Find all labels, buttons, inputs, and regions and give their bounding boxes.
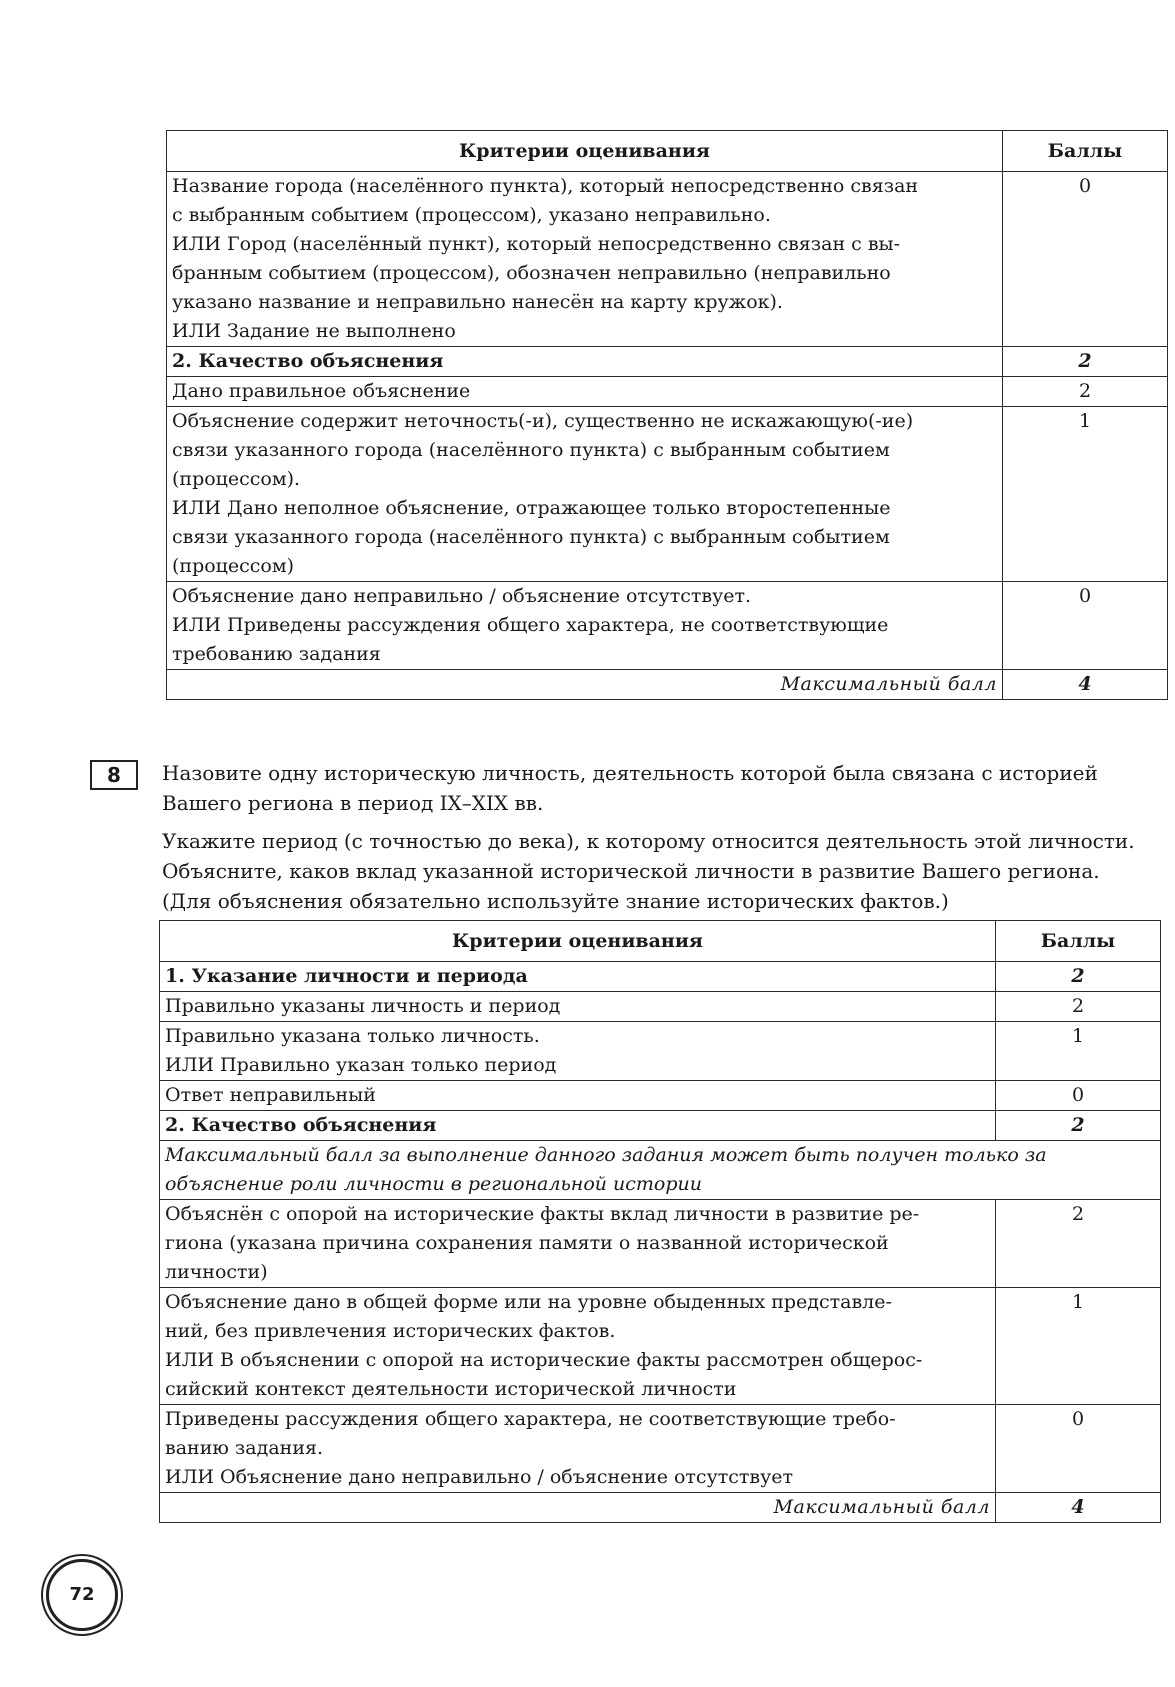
note-text (160, 1141, 1161, 1200)
table-row-section (160, 962, 1161, 992)
points-value: 1 (1003, 407, 1168, 582)
criteria-table-2 (159, 920, 1161, 1523)
header-points: Баллы (1003, 131, 1168, 172)
task-line: Вашего региона в период IX–XIX вв. (162, 791, 544, 815)
header-criteria: Критерии оценивания (167, 131, 1003, 172)
points-value: 2 (1003, 377, 1168, 407)
section-heading: 2. Качество объяснения (167, 347, 1003, 377)
table-row (160, 1200, 1161, 1288)
criterion-line: ИЛИ Город (населённый пункт), который непосредственно связан с вы- (172, 233, 901, 255)
criterion-line: ИЛИ Дано неполное объяснение, отражающее только второстепенные (172, 497, 891, 519)
table-row (160, 1081, 1161, 1111)
criterion-line: (процессом). (172, 468, 301, 490)
criterion-line: ИЛИ Правильно указан только период (165, 1054, 557, 1076)
criterion-text (160, 1288, 996, 1405)
criterion-text (160, 1022, 996, 1081)
header-points: Баллы (996, 921, 1161, 962)
criterion-line: с выбранным событием (процессом), указано неправильно. (172, 204, 771, 226)
criterion-line: Название города (населённого пункта), который непосредственно связан (172, 175, 919, 197)
note-line: объяснение роли личности в региональной истории (165, 1173, 703, 1195)
table-header-row (167, 131, 1168, 172)
header-criteria: Критерии оценивания (160, 921, 996, 962)
criterion-line: бранным событием (процессом), обозначен неправильно (неправильно (172, 262, 891, 284)
max-score-row (167, 670, 1168, 700)
criterion-text (160, 1405, 996, 1493)
criterion-line: требованию задания (172, 643, 381, 665)
criterion-line: связи указанного города (населённого пункта) с выбранным событием (172, 526, 890, 548)
points-value: 2 (996, 1200, 1161, 1288)
task-line: (Для объяснения обязательно используйте знание исторических фактов.) (162, 889, 949, 913)
criterion-line: указано название и неправильно нанесён на карту кружок). (172, 291, 783, 313)
points-value: 2 (996, 992, 1161, 1022)
points-value: 1 (996, 1022, 1161, 1081)
section-heading: 1. Указание личности и периода (160, 962, 996, 992)
max-score-value: 4 (996, 1493, 1161, 1523)
criterion-line: ИЛИ В объяснении с опорой на исторические факты рассмотрен общерос- (165, 1349, 923, 1371)
note-line: Максимальный балл за выполнение данного задания может быть получен только за (165, 1144, 1047, 1166)
criterion-line: ИЛИ Приведены рассуждения общего характера, не соответствующие (172, 614, 889, 636)
task-text (162, 758, 1162, 916)
task-number-box: 8 (90, 760, 138, 790)
task-line: Объясните, каков вклад указанной исторической личности в развитие Вашего региона. (162, 859, 1100, 883)
table-row (167, 377, 1168, 407)
points-value: 0 (996, 1405, 1161, 1493)
criterion-line: (процессом) (172, 555, 295, 577)
criterion-line: Приведены рассуждения общего характера, не соответствующие требо- (165, 1408, 896, 1430)
criterion-text: Правильно указаны личность и период (160, 992, 996, 1022)
note-row (160, 1141, 1161, 1200)
table-row (160, 1288, 1161, 1405)
page-number: 72 (46, 1559, 118, 1631)
max-score-row (160, 1493, 1161, 1523)
points-value: 0 (996, 1081, 1161, 1111)
max-score-label: Максимальный балл (160, 1493, 996, 1523)
points-value: 2 (996, 1111, 1161, 1141)
criterion-text: Ответ неправильный (160, 1081, 996, 1111)
criterion-line: Объяснение содержит неточность(-и), существенно не искажающую(-ие) (172, 410, 914, 432)
max-score-label: Максимальный балл (167, 670, 1003, 700)
points-value: 1 (996, 1288, 1161, 1405)
table-row (167, 407, 1168, 582)
task-paragraph (162, 826, 1162, 916)
task-paragraph (162, 758, 1162, 818)
criterion-text (167, 407, 1003, 582)
criterion-line: ИЛИ Объяснение дано неправильно / объяснение отсутствует (165, 1466, 794, 1488)
criterion-text (167, 582, 1003, 670)
criterion-line: связи указанного города (населённого пункта) с выбранным событием (172, 439, 890, 461)
criterion-line: Объяснение дано неправильно / объяснение отсутствует. (172, 585, 752, 607)
criterion-line: ний, без привлечения исторических фактов. (165, 1320, 616, 1342)
points-value: 2 (1003, 347, 1168, 377)
task-line: Укажите период (с точностью до века), к которому относится деятельность этой личности. (162, 829, 1135, 853)
table-row-section (160, 1111, 1161, 1141)
task-8 (90, 758, 1162, 924)
points-value: 0 (1003, 172, 1168, 347)
criterion-line: гиона (указана причина сохранения памяти о названной исторической (165, 1232, 889, 1254)
table-row (160, 992, 1161, 1022)
table-row-section (167, 347, 1168, 377)
max-score-value: 4 (1003, 670, 1168, 700)
criteria-table-1 (166, 130, 1168, 700)
criterion-line: Объяснение дано в общей форме или на уровне обыденных представле- (165, 1291, 892, 1313)
criterion-line: Объяснён с опорой на исторические факты вклад личности в развитие ре- (165, 1203, 920, 1225)
criterion-line: сийский контекст деятельности исторической личности (165, 1378, 737, 1400)
criterion-line: Правильно указана только личность. (165, 1025, 540, 1047)
points-value: 0 (1003, 582, 1168, 670)
task-line: Назовите одну историческую личность, деятельность которой была связана с историей (162, 761, 1098, 785)
criterion-text (167, 172, 1003, 347)
criterion-line: ванию задания. (165, 1437, 324, 1459)
table-row (167, 582, 1168, 670)
criterion-text: Дано правильное объяснение (167, 377, 1003, 407)
points-value: 2 (996, 962, 1161, 992)
section-heading: 2. Качество объяснения (160, 1111, 996, 1141)
table-row (160, 1405, 1161, 1493)
table-row (167, 172, 1168, 347)
table-row (160, 1022, 1161, 1081)
criterion-line: ИЛИ Задание не выполнено (172, 320, 456, 342)
criterion-text (160, 1200, 996, 1288)
table-header-row (160, 921, 1161, 962)
criterion-line: личности) (165, 1261, 268, 1283)
